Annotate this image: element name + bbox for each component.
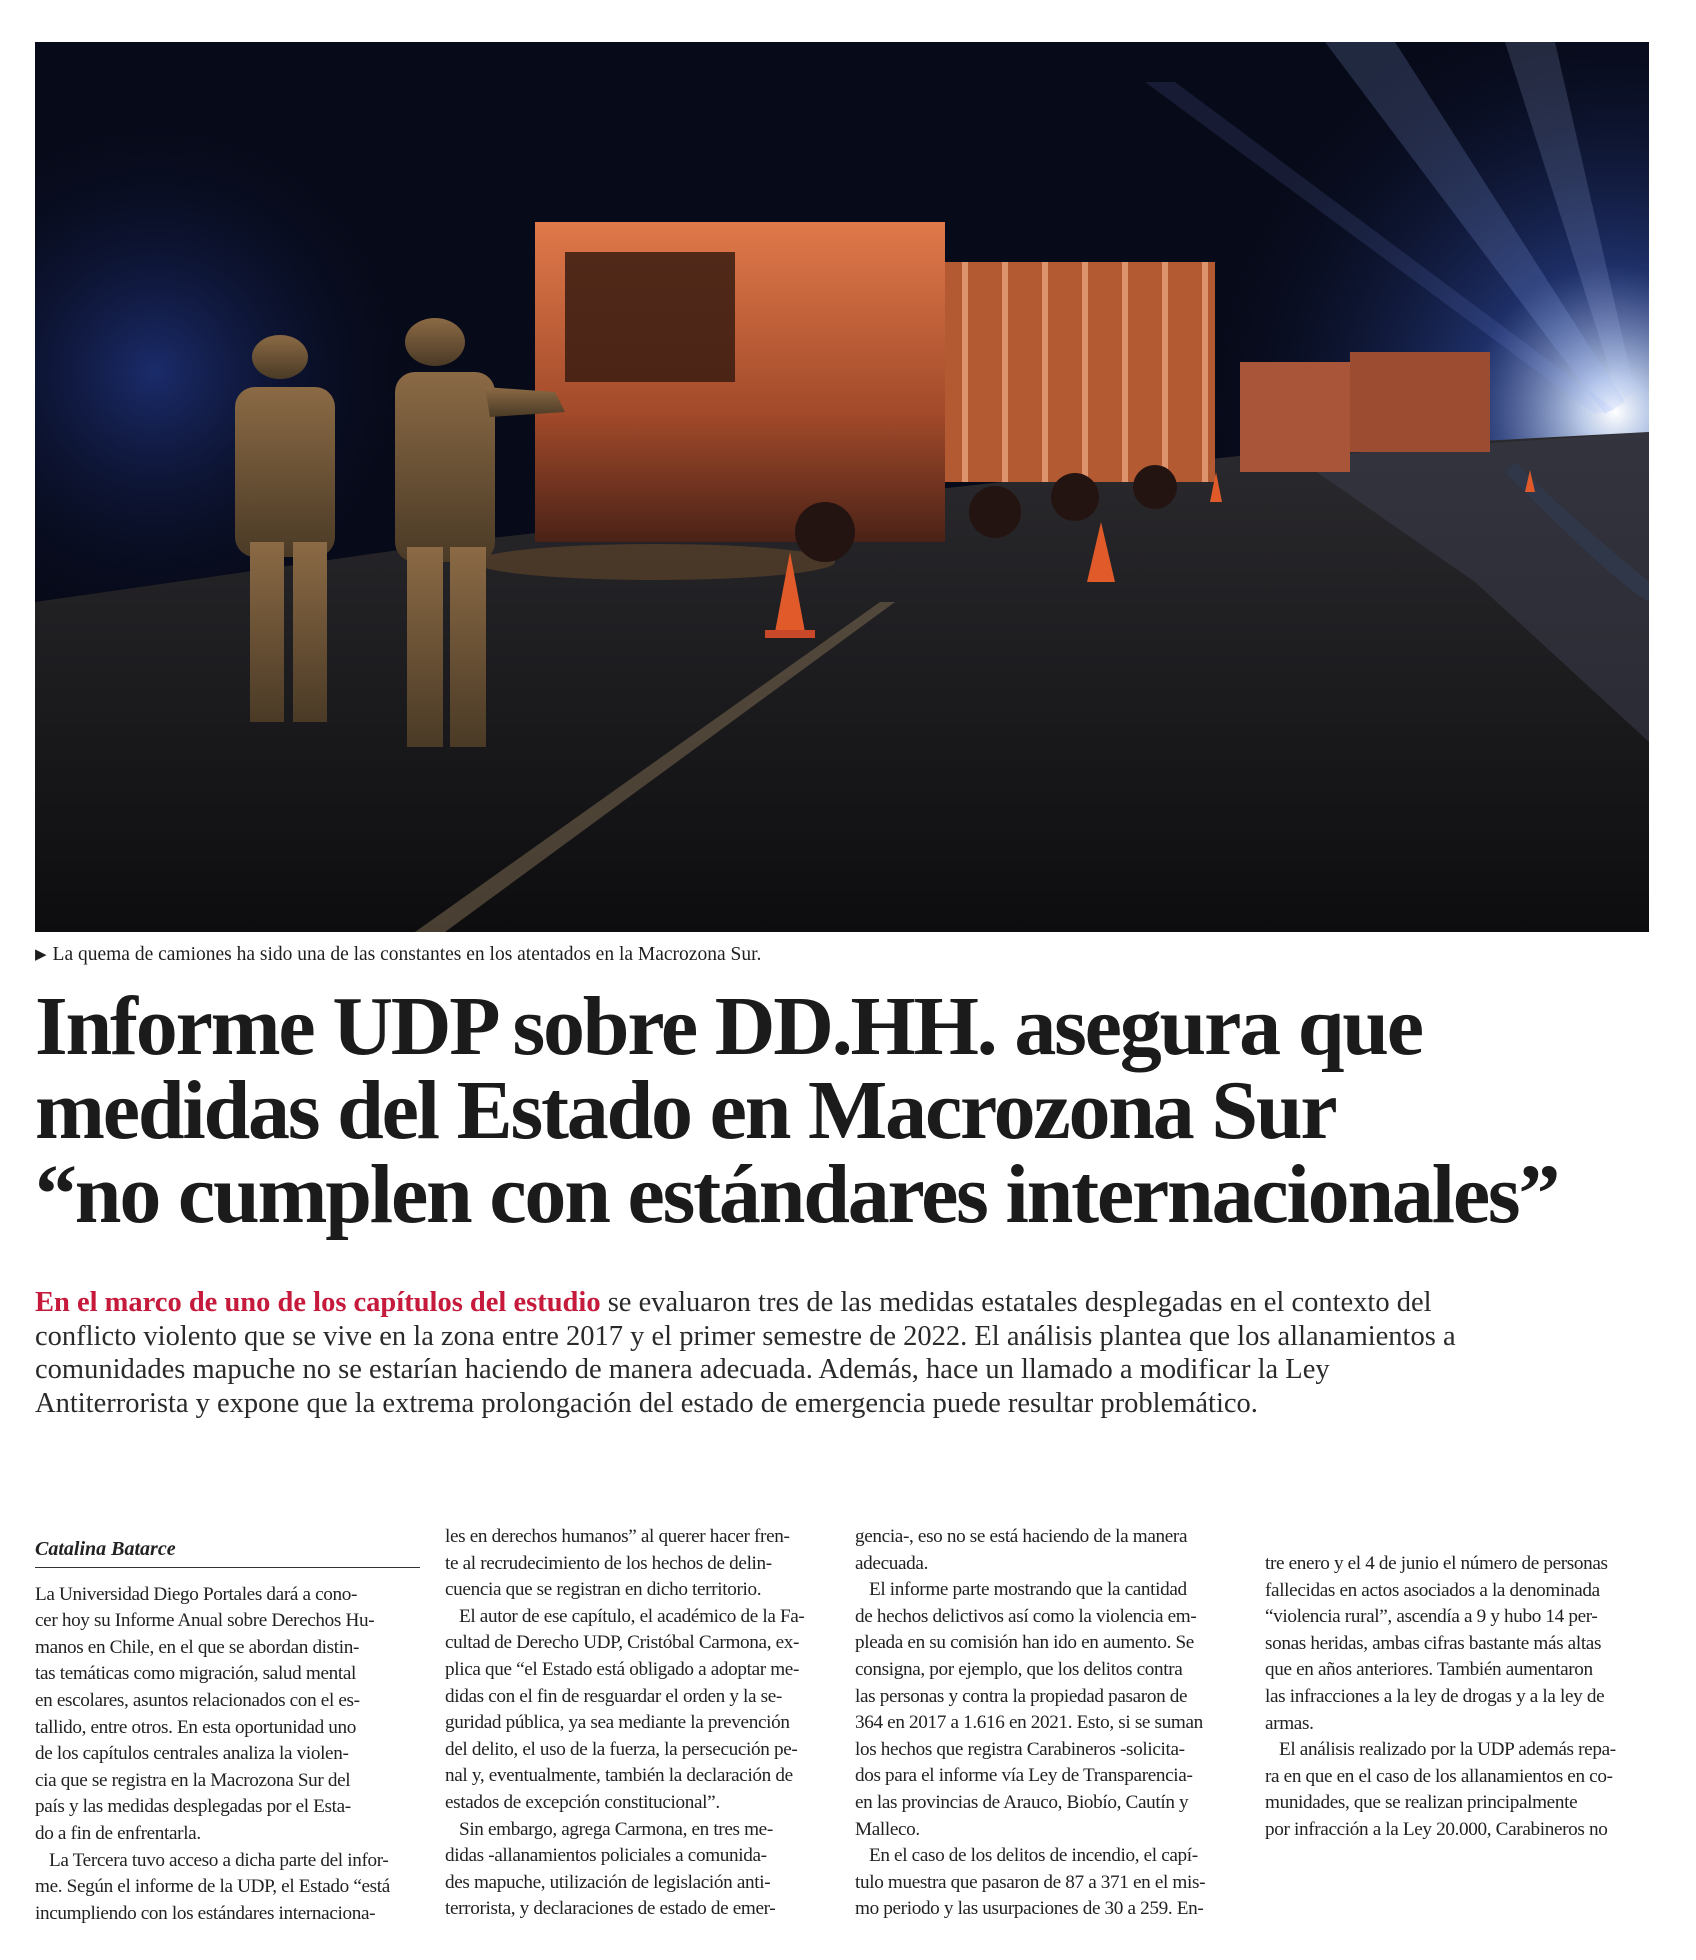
body-line: munidades, que se realizan principalmente (1265, 1792, 1578, 1814)
article-column-4 (1265, 1551, 1650, 1844)
body-line: pleada en su comisión han ido en aumento. Se (855, 1632, 1194, 1654)
body-line: consigna, por ejemplo, que los delitos contra (855, 1658, 1183, 1680)
body-line: tulo muestra que pasaron de 87 a 371 en el mis- (855, 1871, 1206, 1893)
dek-line: comunidades mapuche no se estarían haciendo de manera adecuada. Además, hace un llamado a modificar la Ley (35, 1354, 1330, 1385)
body-line: terrorista, y declaraciones de estado de emer- (445, 1898, 776, 1920)
body-line: cia que se registra en la Macrozona Sur del (35, 1769, 351, 1791)
headline (35, 980, 1665, 1241)
body-line: sonas heridas, ambas cifras bastante más altas (1265, 1632, 1602, 1654)
body-line: estados de excepción constitucional”. (445, 1791, 720, 1813)
article-dek (35, 1286, 1655, 1420)
body-line: los hechos que registra Carabineros -solicita- (855, 1738, 1185, 1760)
caption-marker-icon: ▶ (35, 947, 47, 963)
body-line: armas. (1265, 1712, 1314, 1734)
caption-text: La quema de camiones ha sido una de las constantes en los atentados en la Macrozona Sur. (52, 944, 762, 965)
body-line: manos en Chile, en el que se abordan distin- (35, 1636, 360, 1658)
body-line: “violencia rural”, ascendía a 9 y hubo 14 per- (1265, 1606, 1598, 1628)
photo-caption (35, 944, 1649, 966)
body-line: plica que “el Estado está obligado a adoptar me- (445, 1658, 800, 1680)
night-highway-burned-trucks-photo (35, 42, 1649, 932)
body-line: Malleco. (855, 1818, 920, 1840)
body-line: que en años anteriores. También aumentaron (1265, 1659, 1593, 1681)
article-column-3 (855, 1524, 1240, 1923)
body-line: en las provincias de Arauco, Biobío, Cautín y (855, 1791, 1189, 1813)
article-column-2 (445, 1524, 830, 1923)
headline-line: Informe UDP sobre DD.HH. asegura que (35, 980, 1422, 1073)
body-line: nal y, eventualmente, también la declaración de (445, 1765, 793, 1787)
body-line: cuencia que se registran en dicho territorio. (445, 1579, 762, 1601)
byline: Catalina Batarce (35, 1536, 420, 1568)
body-line: cultad de Derecho UDP, Cristóbal Carmona, ex- (445, 1632, 800, 1654)
article-column-1 (35, 1536, 420, 1927)
body-line: de hechos delictivos así como la violencia em- (855, 1605, 1197, 1627)
dek-line (35, 1286, 1655, 1320)
dek-line: Antiterrorista y expone que la extrema prolongación del estado de emergencia puede resultar problemático. (35, 1387, 1258, 1419)
headline-line: “no cumplen con estándares internacionales” (35, 1148, 1559, 1241)
body-line: les en derechos humanos” al querer hacer fren- (445, 1526, 790, 1547)
body-line: en escolares, asuntos relacionados con el es- (35, 1689, 360, 1711)
body-line: guridad pública, ya sea mediante la prevención (445, 1712, 790, 1734)
body-line: mo periodo y las usurpaciones de 30 a 259. En- (855, 1898, 1204, 1920)
body-line: dos para el informe vía Ley de Transparencia- (855, 1765, 1193, 1787)
body-line: La Tercera tuvo acceso a dicha parte del infor- (49, 1849, 389, 1871)
body-line: me. Según el informe de la UDP, el Estado “está (35, 1876, 390, 1898)
article-photo (35, 42, 1649, 932)
dek-line: conflicto violento que se vive en la zona entre 2017 y el primer semestre de 2022. El análisis plantea que los allanamientos a (35, 1320, 1456, 1352)
body-line: La Universidad Diego Portales dará a cono- (35, 1583, 358, 1605)
body-line: Sin embargo, agrega Carmona, en tres me- (459, 1818, 773, 1840)
body-line: incumpliendo con los estándares internaciona- (35, 1902, 376, 1924)
dek-text: se evaluaron tres de las medidas estatales desplegadas en el contexto del (600, 1287, 1432, 1318)
body-line: El análisis realizado por la UDP además repa- (1279, 1739, 1616, 1761)
body-line: tallido, entre otros. En esta oportunidad uno (35, 1716, 357, 1738)
body-line: tre enero y el 4 de junio el número de personas (1265, 1553, 1608, 1574)
body-line: do a fin de enfrentarla. (35, 1822, 201, 1844)
body-line: adecuada. (855, 1552, 929, 1574)
body-line: cer hoy su Informe Anual sobre Derechos Hu- (35, 1610, 375, 1632)
body-line: de los capítulos centrales analiza la violen- (35, 1743, 349, 1765)
body-line: tas temáticas como migración, salud mental (35, 1663, 356, 1685)
body-line: didas con el fin de resguardar el orden y la se- (445, 1685, 782, 1707)
body-line: fallecidas en actos asociados a la denominada (1265, 1579, 1600, 1601)
body-line: país y las medidas desplegadas por el Esta- (35, 1796, 351, 1818)
body-line: por infracción a la Ley 20.000, Carabineros no (1265, 1818, 1608, 1840)
body-line: En el caso de los delitos de incendio, el capí- (869, 1845, 1198, 1867)
body-line: des mapuche, utilización de legislación anti- (445, 1871, 771, 1893)
body-line: didas -allanamientos policiales a comunida- (445, 1845, 767, 1867)
body-line: El autor de ese capítulo, el académico de la Fa- (459, 1605, 805, 1627)
dek-lead: En el marco de uno de los capítulos del estudio (35, 1287, 601, 1318)
body-line: te al recrudecimiento de los hechos de delin- (445, 1552, 772, 1574)
headline-line: medidas del Estado en Macrozona Sur (35, 1064, 1336, 1157)
body-line: las personas y contra la propiedad pasaron de (855, 1685, 1188, 1707)
body-line: gencia-, eso no se está haciendo de la manera (855, 1526, 1188, 1547)
body-line: ra en que en el caso de los allanamientos en co- (1265, 1765, 1613, 1787)
body-line: del delito, el uso de la fuerza, la persecución pe- (445, 1738, 798, 1760)
body-line: las infracciones a la ley de drogas y a la ley de (1265, 1685, 1605, 1707)
body-line: El informe parte mostrando que la cantidad (869, 1579, 1187, 1601)
body-line: 364 en 2017 a 1.616 en 2021. Esto, si se suman (855, 1712, 1203, 1734)
